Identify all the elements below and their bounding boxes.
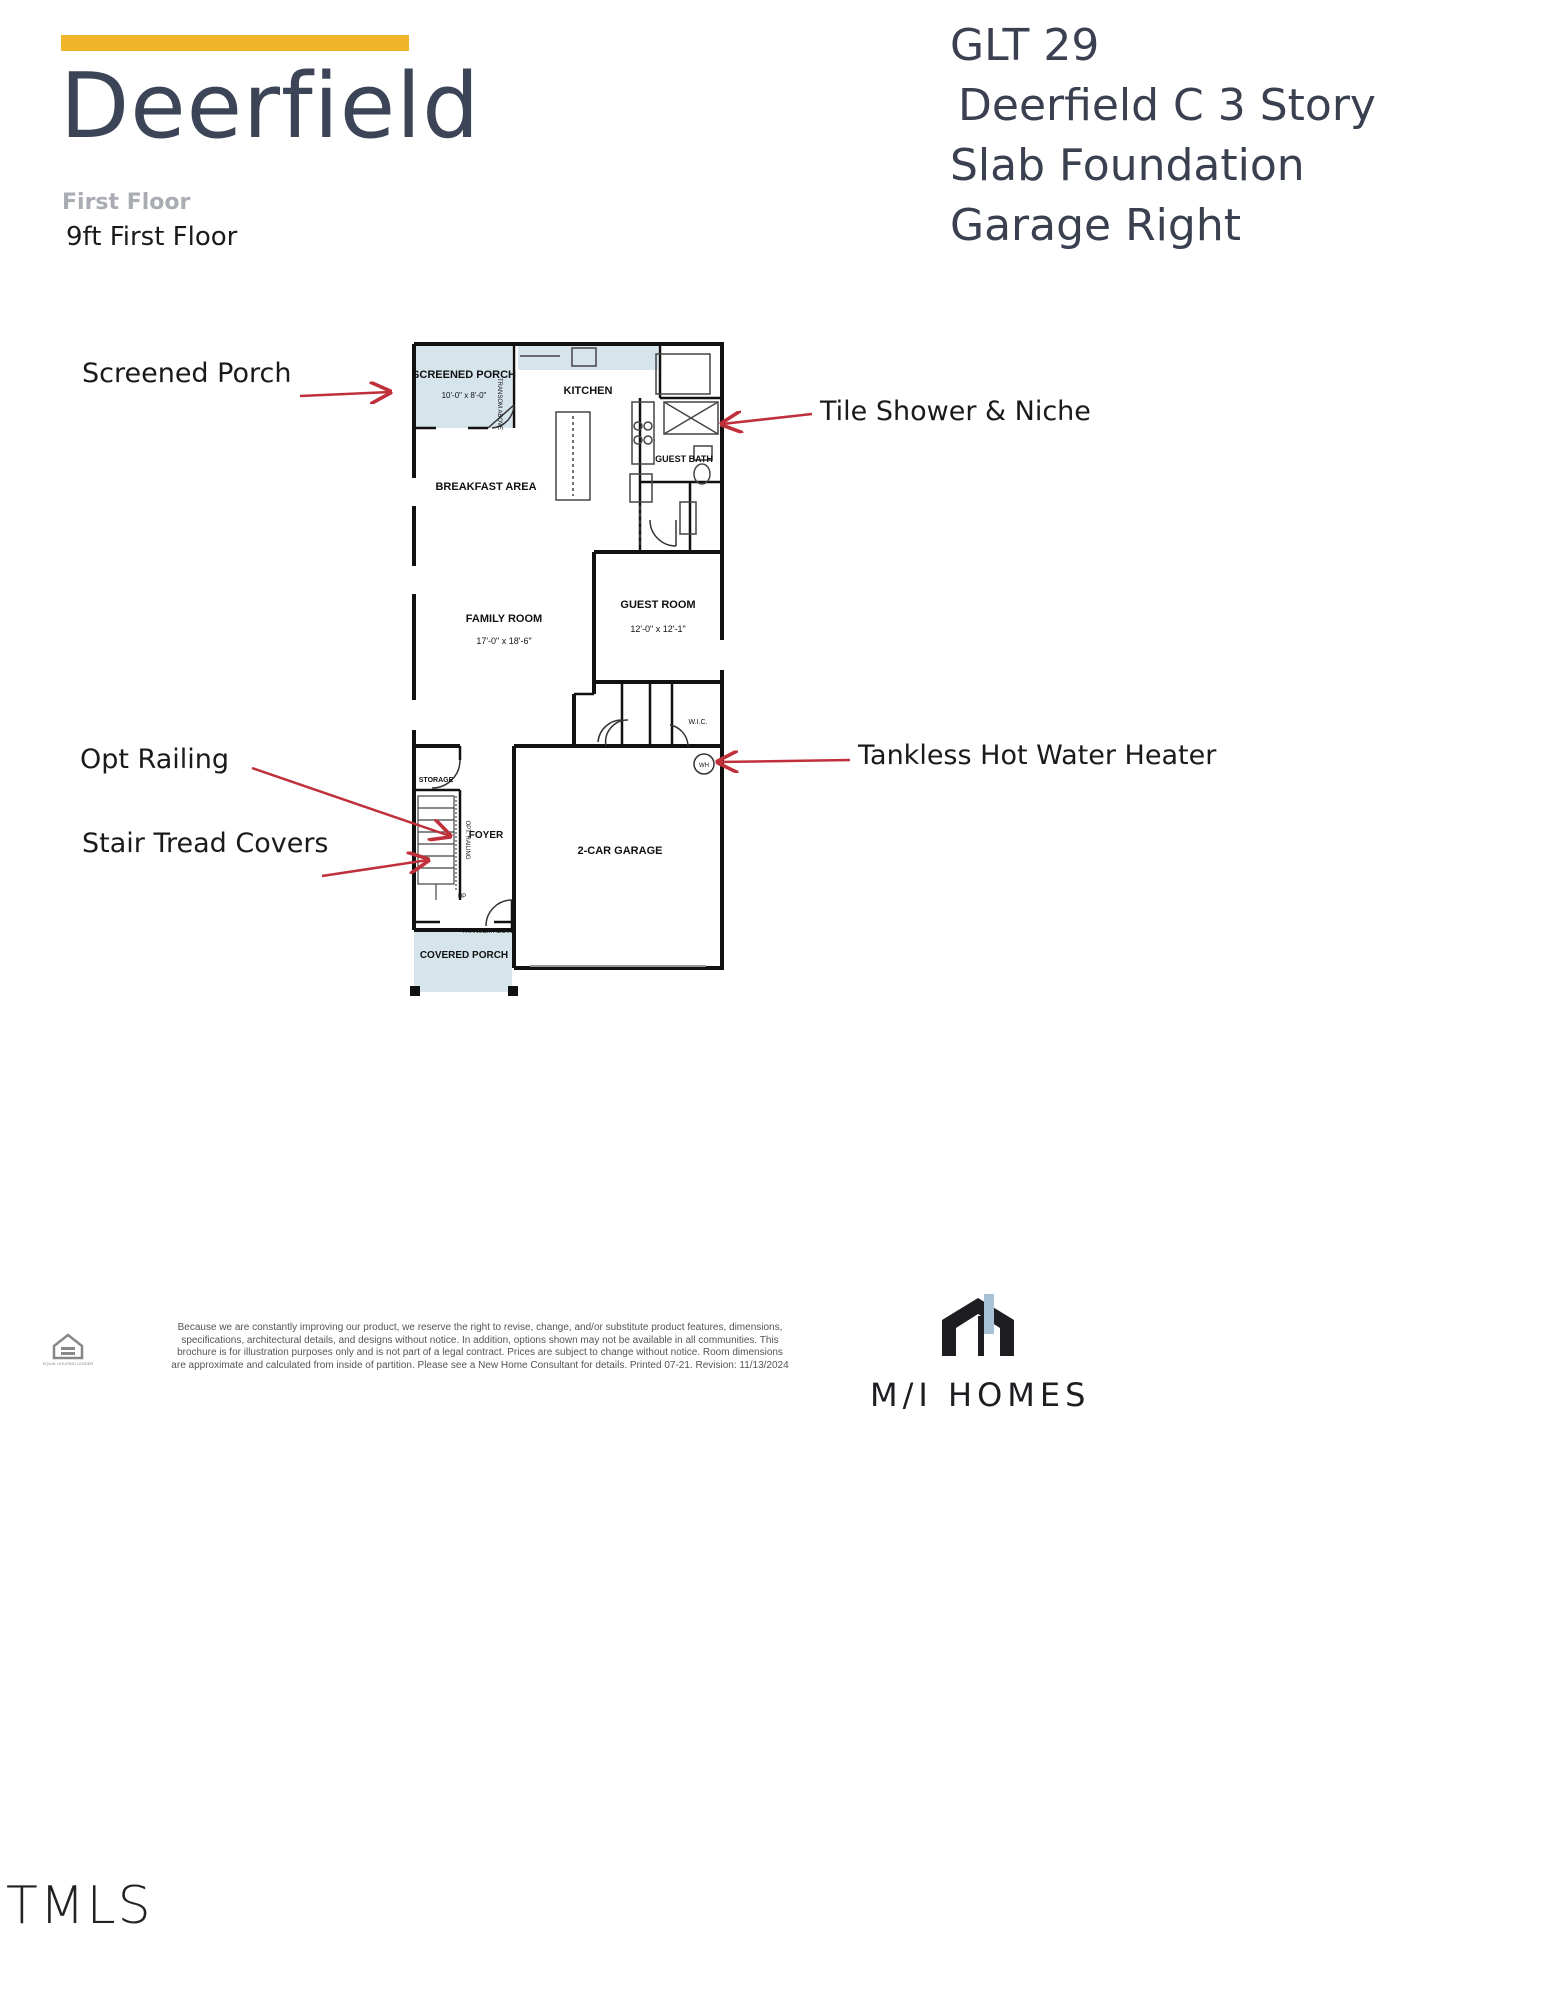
label-breakfast-area: BREAKFAST AREA: [435, 481, 537, 493]
covered-porch-fill: [414, 929, 515, 992]
foundation-type: Slab Foundation: [950, 140, 1305, 191]
label-transom-porch: TRANSOM ABOVE: [496, 377, 502, 431]
equal-housing-text: EQUAL HOUSING LENDER: [42, 1361, 94, 1366]
arrow-water-heater: [718, 760, 850, 762]
label-covered-porch: COVERED PORCH: [419, 950, 509, 961]
label-guest-room: GUEST ROOM: [620, 599, 696, 611]
porch-post: [508, 986, 518, 996]
label-garage: 2-CAR GARAGE: [577, 845, 663, 857]
arrow-tile-shower: [722, 414, 812, 424]
label-up: UP: [457, 894, 467, 900]
label-family-room-dim: 17'-0" x 18'-6": [476, 636, 532, 646]
lot-number: GLT 29: [950, 20, 1100, 71]
plan-title: Deerfield: [60, 54, 481, 159]
porch-post: [410, 986, 420, 996]
floor-label: First Floor: [62, 190, 191, 215]
label-storage: STORAGE: [418, 777, 454, 784]
stairs: [418, 796, 456, 900]
label-foyer: FOYER: [468, 830, 504, 841]
kitchen-fixtures: [520, 348, 718, 546]
callout-screened-porch: Screened Porch: [82, 358, 292, 389]
ceiling-note: 9ft First Floor: [66, 222, 238, 252]
label-screened-porch-dim: 10'-0" x 8'-0": [441, 391, 487, 400]
mls-watermark: TMLS: [6, 1876, 153, 1936]
label-family-room: FAMILY ROOM: [465, 613, 543, 625]
label-wh: WH: [699, 763, 709, 769]
label-kitchen: KITCHEN: [563, 385, 613, 397]
label-guest-room-dim: 12'-0" x 12'-1": [630, 624, 686, 634]
label-opt-railing: OPT. RAILING: [464, 820, 470, 860]
label-transom-foyer: TRANSOM ABOVE: [461, 929, 515, 935]
garage-orientation: Garage Right: [950, 200, 1241, 251]
brand-house-icon: [938, 1294, 1018, 1358]
equal-housing-logo: [42, 1330, 94, 1370]
label-guest-bath: GUEST BATH: [655, 454, 713, 464]
callout-water-heater: Tankless Hot Water Heater: [858, 740, 1217, 771]
interior-walls: [414, 344, 722, 968]
callout-stair-tread: Stair Tread Covers: [82, 828, 329, 859]
disclaimer: Because we are constantly improving our product, we reserve the right to revise, change, and/or substitute product features, dimensions, specifications, architectural details, and designs without notice. In addition, options shown may not be available in all communities. This brochure is for illustration purposes only and is not part of a legal contract. Prices are subject to change without notice. Room dimensions are approximate and calculated from inside of partition. Please see a New Home Consultant for details. Printed 07-21. Revision: 11/13/2024: [171, 1322, 789, 1371]
label-wic: W.I.C.: [688, 719, 708, 726]
callout-tile-shower: Tile Shower & Niche: [820, 396, 1091, 427]
brand-name: M/I HOMES: [870, 1376, 1091, 1414]
callout-opt-railing: Opt Railing: [80, 744, 230, 775]
label-screened-porch: SCREENED PORCH: [412, 369, 516, 381]
plan-name: Deerfield C 3 Story: [958, 80, 1376, 131]
arrow-screened-porch: [300, 392, 390, 396]
